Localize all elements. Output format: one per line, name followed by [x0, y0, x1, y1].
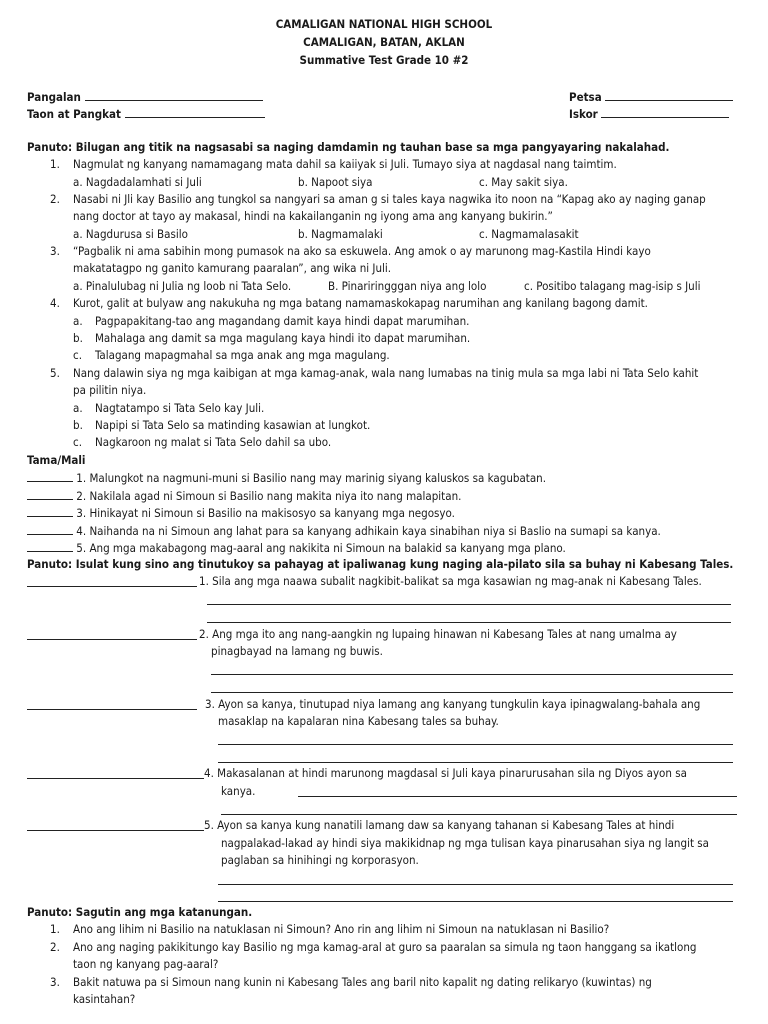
- explanation-line[interactable]: [298, 796, 737, 797]
- explanation-line[interactable]: [221, 814, 737, 815]
- q5-choice-c[interactable]: Nagkaroon ng malat si Tata Selo dahil sa ubo.: [95, 435, 332, 449]
- name-blank[interactable]: [85, 88, 263, 101]
- school-name: CAMALIGAN NATIONAL HIGH SCHOOL: [275, 17, 493, 31]
- p4-q2-text-2: taon ng kanyang pag-aaral?: [73, 957, 219, 971]
- q4-choice-a[interactable]: Pagpapakitang-tao ang magandang damit kaya hindi dapat marumihan.: [95, 314, 470, 328]
- explanation-line[interactable]: [207, 622, 731, 623]
- p4-q3-text-2: kasintahan?: [73, 992, 136, 1006]
- answer-blank[interactable]: [27, 830, 204, 831]
- p4-q1-text: Ano ang lihim ni Basilio na natuklasan ni Simoun? Ano rin ang lihim ni Simoun na natuklasan ni Basilio?: [73, 922, 610, 936]
- q3-choice-b[interactable]: B. Pinariringggan niya ang lolo: [328, 279, 487, 293]
- p3-q2-text-1: 2. Ang mga ito ang nang-aangkin ng lupaing hinawan ni Kabesang Tales at nang umalma ay: [199, 627, 677, 641]
- q5-letter-c: c.: [73, 435, 82, 449]
- q4-choice-b[interactable]: Mahalaga ang damit sa mga magulang kaya hindi ito dapat marumihan.: [95, 331, 471, 345]
- q5-text-2: pa pilitin niya.: [73, 383, 147, 397]
- date-label: Petsa: [569, 90, 602, 104]
- q5-number: 5.: [50, 366, 60, 380]
- tf-blank[interactable]: [27, 487, 73, 500]
- explanation-line[interactable]: [218, 744, 733, 745]
- q5-choice-a[interactable]: Nagtatampo si Tata Selo kay Juli.: [95, 401, 265, 415]
- q1-number: 1.: [50, 157, 60, 171]
- answer-blank[interactable]: [27, 778, 204, 779]
- score-label: Iskor: [569, 107, 598, 121]
- p3-q5-text-1: 5. Ayon sa kanya kung nanatili lamang daw sa kanyang tahanan si Kabesang Tales at hindi: [204, 818, 675, 832]
- q5-letter-a: a.: [73, 401, 83, 415]
- explanation-line[interactable]: [218, 884, 733, 885]
- q2-number: 2.: [50, 192, 60, 206]
- p4-q2-text-1: Ano ang naging pakikitungo kay Basilio ng mga kamag-aral at guro sa paaralan sa simula ng taon hanggang sa ikatlong: [73, 940, 697, 954]
- tf-item-1: 1. Malungkot na nagmuni-muni si Basilio nang may marinig siyang kaluskos sa kagubatan.: [27, 469, 546, 487]
- explanation-line[interactable]: [207, 604, 731, 605]
- name-field[interactable]: [27, 88, 263, 106]
- p4-q3-text-1: Bakit natuwa pa si Simoun nang kunin ni Kabesang Tales ang baril nito kapalit ng dating relikaryo (kuwintas) ng: [73, 975, 652, 989]
- q1-choice-c[interactable]: c. May sakit siya.: [479, 175, 568, 189]
- section-field[interactable]: [27, 105, 265, 123]
- school-location: CAMALIGAN, BATAN, AKLAN: [303, 35, 465, 49]
- section-blank[interactable]: [125, 105, 265, 118]
- q4-letter-b: b.: [73, 331, 83, 345]
- date-field[interactable]: [569, 88, 733, 106]
- tf-item-5: 5. Ang mga makabagong mag-aaral ang nakikita ni Simoun na balakid sa kanyang mga plano.: [27, 539, 566, 557]
- q4-letter-a: a.: [73, 314, 83, 328]
- explanation-line[interactable]: [211, 692, 733, 693]
- tf-blank[interactable]: [27, 469, 73, 482]
- q4-choice-c[interactable]: Talagang mapagmahal sa mga anak ang mga magulang.: [95, 348, 390, 362]
- answer-blank[interactable]: [27, 639, 197, 640]
- score-field[interactable]: [569, 105, 729, 123]
- q5-text-1: Nang dalawin siya ng mga kaibigan at mga kamag-anak, wala nang lumabas na tinig mula sa mga labi ni Tata Selo kahit: [73, 366, 699, 380]
- q3-choice-a[interactable]: a. Pinalulubag ni Julia ng loob ni Tata Selo.: [73, 279, 292, 293]
- q5-letter-b: b.: [73, 418, 83, 432]
- p3-q2-text-2: pinagbayad na lamang ng buwis.: [211, 644, 383, 658]
- q1-choice-a[interactable]: a. Nagdadalamhati si Juli: [73, 175, 202, 189]
- q1-choice-b[interactable]: b. Napoot siya: [298, 175, 373, 189]
- explanation-line[interactable]: [218, 762, 733, 763]
- part3-directions: Panuto: Isulat kung sino ang tinutukoy sa pahayag at ipaliwanag kung naging ala-pilato sila sa buhay ni Kabesang Tales.: [27, 557, 734, 571]
- p3-q4-text-2: kanya.: [221, 784, 256, 798]
- part1-directions: Panuto: Bilugan ang titik na nagsasabi sa naging damdamin ng tauhan base sa mga pangyayaring nakalahad.: [27, 140, 670, 154]
- true-false-title: Tama/Mali: [27, 453, 86, 467]
- answer-blank[interactable]: [27, 709, 197, 710]
- explanation-line[interactable]: [218, 901, 733, 902]
- p3-q1-text: 1. Sila ang mga naawa subalit nagkibit-balikat sa mga kasawian ng mag-anak ni Kabesang Tales.: [199, 574, 702, 588]
- section-label: Taon at Pangkat: [27, 107, 121, 121]
- test-title: Summative Test Grade 10 #2: [299, 53, 469, 67]
- q3-text-2: makatatagpo ng ganito kamurang paaralan”, ang wika ni Juli.: [73, 261, 392, 275]
- q4-letter-c: c.: [73, 348, 82, 362]
- p3-q3-text-2: masaklap na kapalaran nina Kabesang tales sa buhay.: [218, 714, 499, 728]
- score-blank[interactable]: [601, 105, 729, 118]
- q2-text-1: Nasabi ni Jli kay Basilio ang tungkol sa nangyari sa aman g si tales kaya nagwika ito noon na “Kapag ako ay naging ganap: [73, 192, 706, 206]
- q4-number: 4.: [50, 296, 60, 310]
- date-blank[interactable]: [605, 88, 733, 101]
- q2-choice-b[interactable]: b. Nagmamalaki: [298, 227, 383, 241]
- q1-text: Nagmulat ng kanyang namamagang mata dahil sa kaiiyak si Juli. Tumayo siya at nagdasal nang taimtim.: [73, 157, 617, 171]
- tf-blank[interactable]: [27, 522, 73, 535]
- name-label: Pangalan: [27, 90, 81, 104]
- q3-text-1: “Pagbalik ni ama sabihin mong pumasok na ako sa eskuwela. Ang amok o ay marunong mag-Kastila Hindi kayo: [73, 244, 651, 258]
- p4-q1-number: 1.: [50, 922, 60, 936]
- tf-item-3: 3. Hinikayat ni Simoun si Basilio na makisosyo sa kanyang mga negosyo.: [27, 504, 455, 522]
- tf-blank[interactable]: [27, 504, 73, 517]
- q2-choice-a[interactable]: a. Nagdurusa si Basilo: [73, 227, 188, 241]
- part4-directions: Panuto: Sagutin ang mga katanungan.: [27, 905, 253, 919]
- p4-q3-number: 3.: [50, 975, 60, 989]
- q3-choice-c[interactable]: c. Positibo talagang mag-isip s Juli: [524, 279, 701, 293]
- p3-q5-text-3: paglaban sa hinihingi ng korporasyon.: [221, 853, 419, 867]
- p3-q4-text-1: 4. Makasalanan at hindi marunong magdasal si Juli kaya pinarurusahan sila ng Diyos ayon sa: [204, 766, 687, 780]
- tf-blank[interactable]: [27, 539, 73, 552]
- tf-item-2: 2. Nakilala agad ni Simoun si Basilio nang makita niya ito nang malapitan.: [27, 487, 461, 505]
- q4-text: Kurot, galit at bulyaw ang nakukuha ng mga batang namamaskokapag narumihan ang kanilang bagong damit.: [73, 296, 648, 310]
- q2-choice-c[interactable]: c. Nagmamalasakit: [479, 227, 579, 241]
- q5-choice-b[interactable]: Napipi si Tata Selo sa matinding kasawian at lungkot.: [95, 418, 371, 432]
- p4-q2-number: 2.: [50, 940, 60, 954]
- answer-blank[interactable]: [27, 586, 197, 587]
- q3-number: 3.: [50, 244, 60, 258]
- explanation-line[interactable]: [211, 674, 733, 675]
- p3-q5-text-2: nagpalakad-lakad ay hindi siya makikidnap ng mga tulisan kaya pinarusahan siya ng langit sa: [221, 836, 710, 850]
- q2-text-2: nang doctor at tayo ay makasal, hindi na kakailanganin ng iyong ama ang kanyang bukirin.”: [73, 209, 553, 223]
- p3-q3-text-1: 3. Ayon sa kanya, tinutupad niya lamang ang kanyang tungkulin kaya ipinagwalang-bahala ang: [205, 697, 701, 711]
- tf-item-4: 4. Naihanda na ni Simoun ang lahat para sa kanyang adhikain kaya sinabihan niya si Baslio na sumapi sa kanya.: [27, 522, 661, 540]
